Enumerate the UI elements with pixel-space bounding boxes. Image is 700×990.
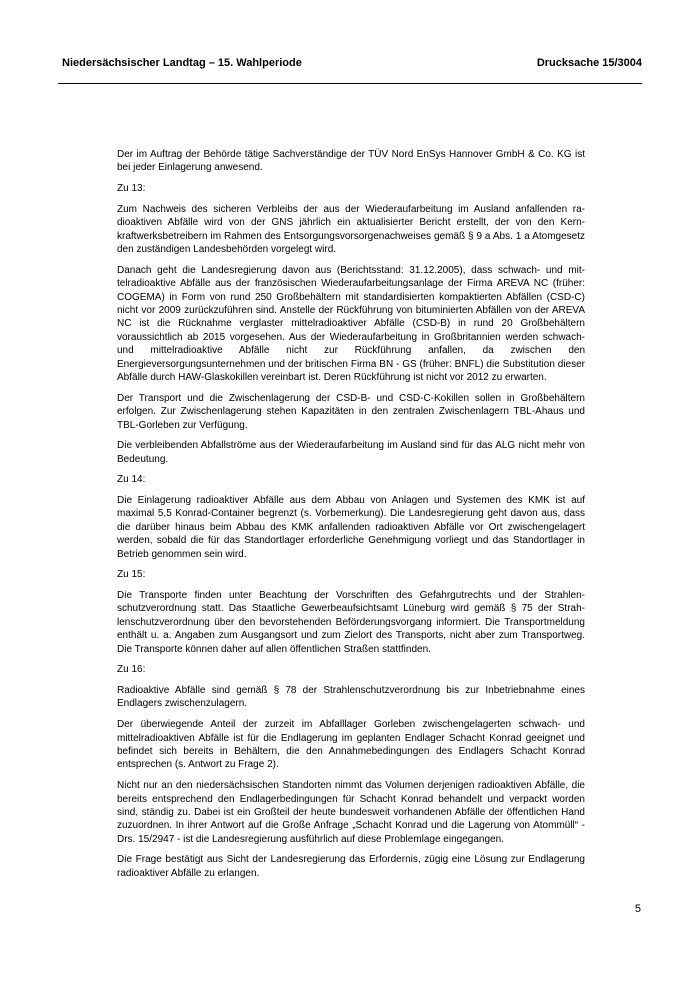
- section-heading: Zu 13:: [117, 183, 146, 195]
- paragraph: Zum Nachweis des sicheren Verbleibs der aus der Wiederaufarbeitung im Ausland anfallenden radioaktiven Abfälle wird von der GNS jährlich ein aktualisierter Bericht erstellt, der von den Kernkraftwerksbetreibern im Rahmen des Entsorgungsvorsorgenachweises gemäß § 9 a Abs. 1 a Atomgesetz den zuständigen Landesbehörden vorgelegt wird.: [117, 203, 585, 256]
- paragraph: Nicht nur an den niedersächsischen Standorten nimmt das Volumen derjenigen radioaktiven Abfälle, die bereits entsprechend den Endlagerbedingungen für Schacht Konrad behandelt und verpackt worden sind, ständig zu. Dabei ist ein Großteil der heute bundesweit vorhandenen Abfälle der öffentlichen Hand zuzuordnen. In ihrer Antwort auf die Große Anfrage „Schacht Konrad und die Lagerung von Atommüll“ - Drs. 15/2947 - ist die Landesregierung ausführlich auf diese Problemlage eingegangen.: [117, 780, 585, 845]
- document-body: [117, 148, 585, 888]
- paragraph: Die Frage bestätigt aus Sicht der Landesregierung das Erfordernis, zügig eine Lösung zur Endlagerung radioaktiver Abfälle zu erlangen.: [117, 854, 585, 879]
- paragraph: Radioaktive Abfälle sind gemäß § 78 der Strahlenschutzverordnung bis zur Inbetriebnahme eines Endlagers zwischenzulagern.: [117, 685, 585, 710]
- paragraph: Der Transport und die Zwischenlagerung der CSD-B- und CSD-C-Kokillen sollen in Großbehältern erfolgen. Zur Zwischenlagerung stehen Kapazitäten in den zentralen Zwischenlagern TBL-Ahaus und TBL-Gorleben zur Verfügung.: [117, 392, 585, 431]
- paragraph: Die Transporte finden unter Beachtung der Vorschriften des Gefahrgutrechts und der Strahlenschutzverordnung statt. Das Staatliche Gewerbeaufsichtsamt Lüneburg wird gemäß § 75 der Strahlenschutzverordnung über den bevorstehenden Beförderungsvorgang informiert. Die Transportmeldung enthält u. a. Angaben zum Ausgangsort und zum Zielort des Transports, nicht aber zum Transportweg. Die Transporte können daher auf allen öffentlichen Straßen stattfinden.: [117, 590, 585, 655]
- paragraph: Danach geht die Landesregierung davon aus (Berichtsstand: 31.12.2005), dass schwach- und mittelradioaktive Abfälle aus der französischen Wiederaufarbeitungsanlage der Firma AREVA NC (früher: COGEMA) in Form von rund 250 Großbehältern mit standardisierten kompaktierten Abfällen (CSD-C) nicht vor 2009 zurückzuführen sind. Anstelle der Rückführung von bituminierten Abfällen von der AREVA NC ist die Rücknahme verglaster mittelradioaktiver Abfälle (CSD-B) in rund 20 Großbehältern voraussichtlich ab 2015 vorgesehen. Aus der Wiederaufarbeitung in Großbritannien werden schwach- und mittelradioaktive Abfälle nicht zur Rückführung anfallen, da zwischen den Energieversorgungsunternehmen und der britischen Firma BN - GS (früher: BNFL) die Substitution dieser Abfälle durch HAW-Glaskokillen vereinbart ist. Deren Rückführung ist nicht vor 2012 zu erwarten.: [117, 264, 585, 383]
- section-heading: Zu 16:: [117, 664, 146, 676]
- paragraph: Der überwiegende Anteil der zurzeit im Abfalllager Gorleben zwischengelagerten schwach- und mittelradioaktiven Abfälle ist für die Endlagerung im geplanten Endlager Schacht Konrad geeignet und befindet sich bereits in Behältern, die den Annahmebedingungen des Endlagers Schacht Konrad entsprechen (s. Antwort zu Frage 2).: [117, 719, 585, 771]
- section-heading: Zu 14:: [117, 474, 146, 486]
- document-number: Drucksache 15/3004: [536, 57, 642, 69]
- paragraph: Der im Auftrag der Behörde tätige Sachverständige der TÜV Nord EnSys Hannover GmbH & Co. KG ist bei jeder Einlagerung anwesend.: [117, 149, 585, 174]
- page-header: [62, 57, 642, 69]
- paragraph: Die verbleibenden Abfallströme aus der Wiederaufarbeitung im Ausland sind für das ALG nicht mehr von Bedeutung.: [117, 440, 585, 465]
- section-heading: Zu 15:: [117, 569, 146, 581]
- page-number: 5: [634, 903, 641, 915]
- header-divider: [58, 83, 642, 84]
- paragraph: Die Einlagerung radioaktiver Abfälle aus dem Abbau von Anlagen und Systemen des KMK ist auf maximal 5,5 Konrad-Container begrenzt (s. Vorbemerkung). Die Landesregierung geht davon aus, dass die darüber hinaus beim Abbau des KMK anfallenden radioaktiven Abfälle vor Ort zwischengelagert werden, sobald die für das Standortlager erforderliche Genehmigung vorliegt und das Standortlager in Betrieb genommen sein wird.: [117, 495, 585, 560]
- header-title: Niedersächsischer Landtag – 15. Wahlperiode: [62, 57, 302, 69]
